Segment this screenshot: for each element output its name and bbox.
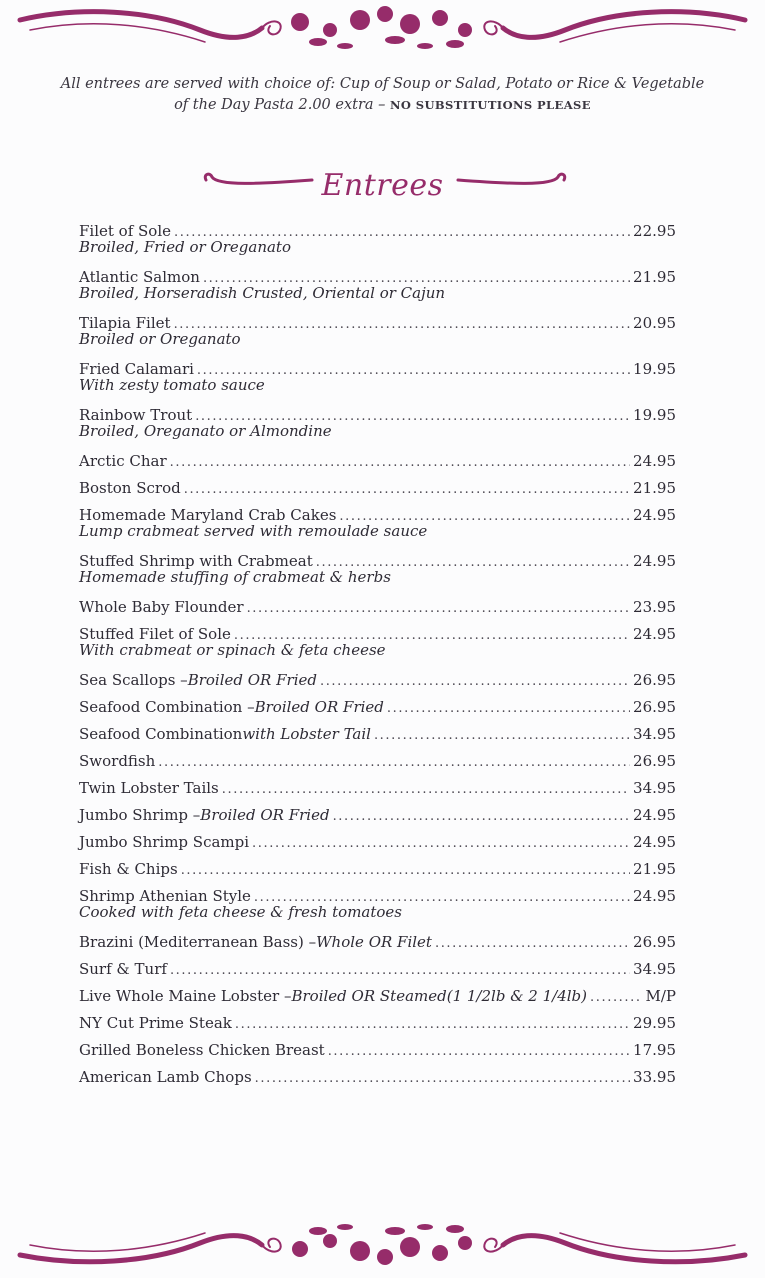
menu-item-name: American Lamb Chops [79, 1068, 252, 1086]
menu-item [79, 503, 676, 545]
menu-item [79, 311, 676, 353]
dot-leader [184, 478, 630, 502]
menu-item-name: Swordfish [79, 752, 156, 770]
menu-item-line [79, 1038, 676, 1062]
menu-item-price: 29.95 [633, 1014, 676, 1032]
menu-item-price: 19.95 [633, 360, 676, 378]
menu-item [79, 1011, 676, 1035]
dot-leader [170, 959, 630, 983]
menu-item-price: 26.95 [633, 752, 676, 770]
menu-item-description: With zesty tomato sauce [79, 376, 265, 394]
menu-item [79, 265, 676, 307]
menu-item [79, 722, 676, 746]
menu-item-description: Broiled or Oreganato [79, 330, 241, 348]
menu-item-price: 24.95 [633, 452, 676, 470]
menu-item-line [79, 695, 676, 719]
menu-item [79, 884, 676, 926]
menu-item [79, 749, 676, 773]
served-with-notice [60, 74, 705, 116]
menu-item-line [79, 930, 676, 954]
menu-item-price: 26.95 [633, 933, 676, 951]
menu-item-name: Twin Lobster Tails [79, 779, 219, 797]
menu-item-price: 24.95 [633, 887, 676, 905]
menu-item [79, 219, 676, 261]
menu-item-price: 19.95 [633, 406, 676, 424]
menu-item [79, 357, 676, 399]
menu-item-line [79, 449, 676, 473]
dot-leader [252, 832, 630, 856]
menu-item-name: Filet of Sole [79, 222, 172, 240]
menu-item-line [79, 722, 676, 746]
dot-leader [328, 1040, 630, 1064]
top-floral-ornament [0, 0, 765, 70]
menu-item-name: Jumbo Shrimp Scampi [79, 833, 250, 851]
menu-item-line [79, 749, 676, 773]
menu-item-description: Broiled, Fried or Oreganato [79, 238, 291, 256]
heading-right-flourish [455, 164, 570, 194]
menu-item-line [79, 1065, 676, 1089]
dot-leader [387, 697, 630, 721]
menu-item-name: NY Cut Prime Steak [79, 1014, 232, 1032]
menu-item-name: Whole Baby Flounder [79, 598, 244, 616]
dot-leader [247, 597, 630, 621]
menu-item-price: 22.95 [633, 222, 676, 240]
menu-item-price: 26.95 [633, 671, 676, 689]
menu-item [79, 668, 676, 692]
menu-item [79, 857, 676, 881]
dot-leader [181, 859, 630, 883]
section-heading [0, 164, 765, 210]
menu-item-name: Fish & Chips [79, 860, 178, 878]
dot-leader [222, 778, 630, 802]
dot-leader [435, 932, 630, 956]
menu-item [79, 403, 676, 445]
menu-item-description: With crabmeat or spinach & feta cheese [79, 641, 386, 659]
menu-item-name: Live Whole Maine Lobster – [79, 987, 292, 1005]
menu-item [79, 695, 676, 719]
menu-item [79, 957, 676, 981]
menu-item [79, 476, 676, 500]
menu-item-style: Broiled OR Steamed(1 1/2lb & 2 1/4lb) [291, 987, 588, 1005]
menu-item-price: 21.95 [633, 479, 676, 497]
menu-item-description: Cooked with feta cheese & fresh tomatoes [79, 903, 402, 921]
menu-item-name: Sea Scallops – [79, 671, 188, 689]
menu-item-style: Whole OR Filet [316, 933, 432, 951]
dot-leader [590, 986, 642, 1010]
menu-item-line [79, 668, 676, 692]
menu-item-line [79, 957, 676, 981]
menu-item-price: 26.95 [633, 698, 676, 716]
menu-item-line [79, 984, 676, 1008]
menu-item-name: Brazini (Mediterranean Bass) – [79, 933, 317, 951]
menu-item [79, 930, 676, 954]
menu-item [79, 984, 676, 1008]
bottom-floral-ornament [0, 1205, 765, 1275]
menu-item-price: 20.95 [633, 314, 676, 332]
menu-item-price: 21.95 [633, 860, 676, 878]
dot-leader [174, 313, 630, 337]
menu-item-style: Broiled OR Fried [254, 698, 384, 716]
menu-item [79, 549, 676, 591]
menu-item-price: 21.95 [633, 268, 676, 286]
menu-item-price: 34.95 [633, 960, 676, 978]
dot-leader [333, 805, 630, 829]
dot-leader [255, 1067, 630, 1091]
menu-item-line [79, 857, 676, 881]
dot-leader [374, 724, 630, 748]
menu-item-price: 24.95 [633, 833, 676, 851]
menu-item-name: Atlantic Salmon [79, 268, 200, 286]
menu-item [79, 595, 676, 619]
menu-item-name: Shrimp Athenian Style [79, 887, 251, 905]
menu-item-price: M/P [645, 987, 676, 1005]
dot-leader [158, 751, 630, 775]
menu-item [79, 830, 676, 854]
menu-item-line [79, 1011, 676, 1035]
menu-item-price: 24.95 [633, 552, 676, 570]
menu-item-price: 24.95 [633, 625, 676, 643]
no-substitutions-text: NO SUBSTITUTIONS PLEASE [390, 98, 591, 112]
menu-item-name: Rainbow Trout [79, 406, 193, 424]
menu-item-price: 33.95 [633, 1068, 676, 1086]
menu-item-name: Tilapia Filet [79, 314, 171, 332]
menu-item-price: 24.95 [633, 806, 676, 824]
dot-leader [235, 1013, 630, 1037]
menu-item-price: 34.95 [633, 779, 676, 797]
menu-item-name: Surf & Turf [79, 960, 167, 978]
notice-italic-text: All entrees are served with choice of: Cup of Soup or Salad, Potato or Rice & Vegetable of the Day Pasta 2.00 extra – [60, 76, 705, 113]
menu-item-price: 23.95 [633, 598, 676, 616]
menu-item [79, 803, 676, 827]
menu-item-name: Boston Scrod [79, 479, 181, 497]
menu-item-style: Broiled OR Fried [200, 806, 330, 824]
menu-item-style: with Lobster Tail [242, 725, 371, 743]
menu-item-price: 34.95 [633, 725, 676, 743]
menu-item-description: Homemade stuffing of crabmeat & herbs [79, 568, 391, 586]
menu-item-price: 24.95 [633, 506, 676, 524]
menu-item-line [79, 830, 676, 854]
menu-item-line [79, 776, 676, 800]
menu-item-name: Stuffed Filet of Sole [79, 625, 231, 643]
menu-item-description: Broiled, Oreganato or Almondine [79, 422, 332, 440]
menu-item-name: Homemade Maryland Crab Cakes [79, 506, 337, 524]
menu-item-line [79, 803, 676, 827]
menu-item-name: Grilled Boneless Chicken Breast [79, 1041, 325, 1059]
menu-item-description: Broiled, Horseradish Crusted, Oriental or Cajun [79, 284, 446, 302]
menu-item-name: Arctic Char [79, 452, 167, 470]
menu-item [79, 622, 676, 664]
menu-item-name: Seafood Combination – [79, 698, 255, 716]
page-title: Entrees [321, 168, 444, 203]
menu-item [79, 1038, 676, 1062]
menu-item-price: 17.95 [633, 1041, 676, 1059]
menu-item-name: Jumbo Shrimp – [79, 806, 201, 824]
menu-item-style: Broiled OR Fried [187, 671, 317, 689]
menu-item-line [79, 595, 676, 619]
dot-leader [320, 670, 630, 694]
dot-leader [170, 451, 630, 475]
menu-item-name: Seafood Combination [79, 725, 243, 743]
menu-item [79, 1065, 676, 1089]
menu-item [79, 449, 676, 473]
menu-item [79, 776, 676, 800]
menu-item-name: Fried Calamari [79, 360, 194, 378]
menu-item-name: Stuffed Shrimp with Crabmeat [79, 552, 313, 570]
menu-item-description: Lump crabmeat served with remoulade sauce [79, 522, 428, 540]
menu-item-line [79, 476, 676, 500]
entrees-list [79, 219, 676, 1092]
